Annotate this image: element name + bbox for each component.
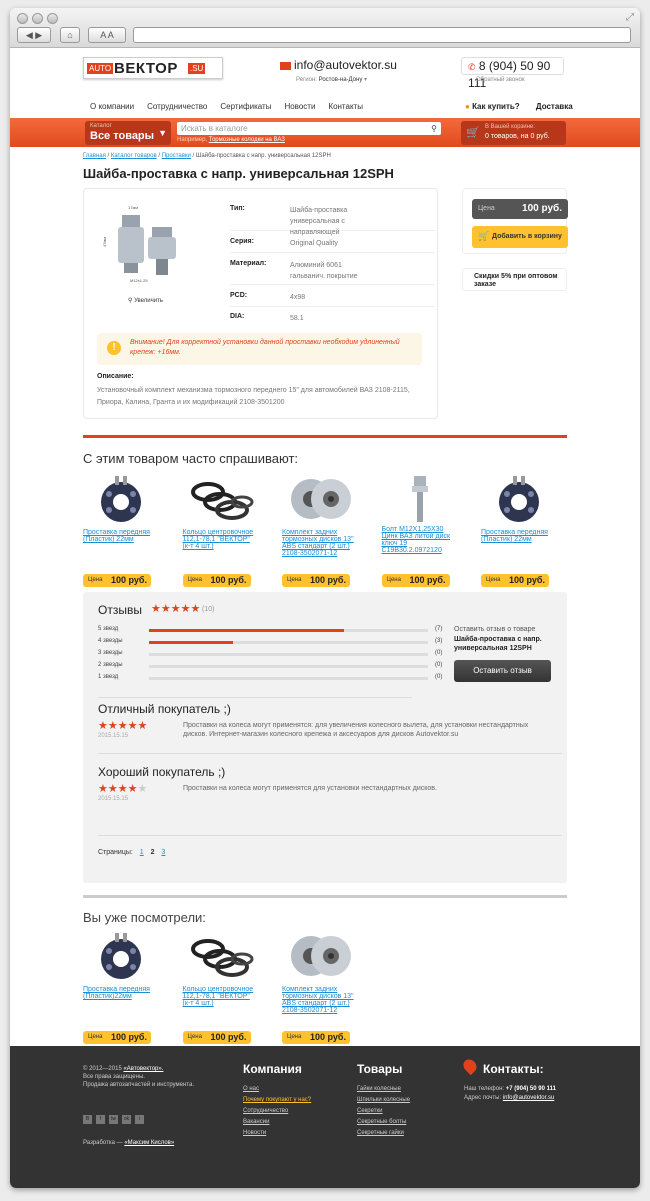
dev-link[interactable]: «Максим Кислов» (124, 1140, 175, 1146)
text-size-buttons[interactable]: A A (88, 27, 126, 43)
company-link[interactable]: Вакансии (243, 1119, 270, 1125)
site-logo[interactable] (83, 57, 223, 79)
prop-row (230, 307, 435, 327)
star-icon: ★ (170, 603, 181, 615)
cart-line1: В Вашей корзине: (485, 124, 535, 130)
star-icon: ★ (137, 783, 148, 795)
reviews-count: (10) (202, 606, 215, 613)
goods-link[interactable]: Секретные гайки (357, 1130, 404, 1136)
page-link-1[interactable]: 1 (139, 849, 144, 856)
prop-key: Серия: (230, 238, 254, 245)
related-title: С этим товаром часто спрашивают: (83, 451, 299, 466)
dim-top-label: 17мм (128, 205, 138, 210)
social-icon-4[interactable]: i (135, 1115, 144, 1124)
crumb-sep: / (192, 153, 195, 159)
review-stars (98, 782, 147, 795)
crumb-spacers[interactable]: Проставки (161, 153, 191, 159)
breadcrumb (83, 153, 331, 159)
prop-key: PCD: (230, 292, 248, 299)
goods-link[interactable]: Секретки (357, 1108, 383, 1114)
prop-value: 58.1 (290, 315, 304, 322)
rating-bar-fill (149, 641, 233, 644)
related-price-value: 100 руб. (409, 575, 446, 585)
goods-link[interactable]: Секретные болты (357, 1119, 407, 1125)
leave-review-product: Шайба-проставка с напр. универсальная 12SPH (454, 636, 542, 652)
footer-company-links (243, 1086, 311, 1141)
related-price-pill (83, 574, 151, 587)
nav-right (465, 102, 573, 111)
browser-window (10, 8, 640, 1188)
related-price-label: Цена (88, 577, 103, 583)
related-product-title[interactable]: Кольцо центровочное 112,1-78,1 "ВЕКТОР" (к-т 4 шт.) (182, 529, 254, 550)
goods-link[interactable]: Шпильки колесные (357, 1097, 411, 1103)
related-product-image[interactable] (484, 474, 554, 524)
star-icon: ★ (190, 603, 201, 615)
add-to-cart-label: Добавить в корзину (492, 233, 562, 240)
crumb-sep: / (158, 153, 161, 159)
social-icons (83, 1107, 148, 1125)
rating-bar (149, 665, 428, 668)
logo-vektor: ВЕКТОР (114, 60, 178, 77)
leave-review-text: Оставить отзыв о товаре (454, 626, 536, 633)
cart-line2: 0 товаров, на 0 руб. (485, 133, 550, 140)
rating-bar (149, 677, 428, 680)
nav-certificates[interactable]: Сертификаты (220, 102, 272, 111)
catalog-value: Все товары (90, 130, 155, 142)
divider (98, 835, 562, 836)
add-to-cart-button[interactable] (472, 226, 568, 248)
viewed-product-image[interactable] (86, 931, 156, 981)
reviews-section (83, 592, 567, 883)
browser-chrome (10, 8, 640, 48)
review-date: 2015.15.15 (98, 733, 129, 739)
wholesale-discount[interactable]: Скидки 5% при оптовом заказе (462, 268, 567, 291)
description-text: Установочный комплект механизма тормозного переднего 15" для автомобилей ВАЗ 2108-2115, Приора, Калина, Гранта и их модификаций 2108-3501200 (97, 387, 410, 406)
nav-cooperation[interactable]: Сотрудничество (147, 102, 208, 111)
prop-value: Шайба-проставка универсальная с направляющей (290, 207, 348, 236)
rating-bars (98, 626, 443, 686)
dim-bottom-label: M12x1.25 (130, 278, 148, 283)
zoom-link[interactable] (128, 297, 163, 304)
star-icon: ★ (151, 603, 161, 615)
star-icon: ★ (160, 603, 171, 615)
viewed-price-value: 100 руб. (210, 1032, 247, 1042)
crumb-current: Шайба-проставка с напр. универсальная 12SPH (195, 153, 331, 159)
divider (98, 697, 412, 698)
pagination (98, 849, 165, 856)
search-hint (177, 137, 285, 143)
viewed-price-value: 100 руб. (310, 1032, 346, 1042)
company-link[interactable]: Почему покупают у нас? (243, 1097, 312, 1103)
zoom-window-button[interactable] (47, 13, 58, 24)
gray-divider (83, 895, 567, 898)
viewed-price-pill (83, 1031, 151, 1044)
logo-auto: AUTO (89, 64, 112, 73)
orange-divider (83, 435, 567, 438)
dev-label: Разработка — (83, 1140, 123, 1146)
phone-icon: ✆ (468, 62, 476, 72)
related-product-title[interactable]: Проставка передняя (Пластик) 22мм (481, 529, 548, 543)
fullscreen-icon[interactable]: ⤢ (626, 12, 634, 23)
company-link[interactable]: О нас (243, 1086, 259, 1092)
star-icon: ★ (127, 783, 138, 795)
divider (98, 753, 562, 754)
question-icon: ● (465, 102, 470, 111)
zoom-label: Увеличить (134, 298, 164, 304)
warning-box (97, 333, 422, 365)
site-footer (10, 1046, 640, 1188)
rating-row-label: 5 звезд (98, 626, 119, 632)
crumb-home[interactable]: Главная (83, 153, 106, 159)
review-text: Проставки на колеса могут применятся: для увеличения колесного вылета, для установки нестандартных дисков. Интернет-магазин колесного крепежа и аксесуаров для дисков Autovektor.su (183, 722, 529, 738)
minimize-window-button[interactable] (32, 13, 43, 24)
developer (83, 1140, 174, 1146)
price-value: 100 руб. (522, 203, 562, 214)
viewed-product-title[interactable]: Проставка передняя (Пластик)22мм (83, 986, 150, 1000)
related-price-label: Цена (187, 577, 202, 583)
rating-row-count: (7) (435, 626, 443, 632)
related-price-value: 100 руб. (111, 575, 147, 585)
rating-stars (151, 602, 200, 615)
address-bar[interactable] (133, 27, 631, 43)
search-icon[interactable]: ⚲ (431, 124, 437, 133)
related-product-title[interactable]: Проставка передняя (Пластик) 22мм (83, 529, 150, 543)
rating-bar (149, 629, 428, 632)
sales: Продажа автозапчастей и инструмента. (83, 1082, 194, 1088)
search-input[interactable] (177, 122, 441, 135)
related-product-image[interactable] (385, 474, 455, 524)
review-author: Отличный покупатель ;) (98, 702, 231, 716)
related-price-pill (282, 574, 350, 587)
back-forward-buttons[interactable]: ◀ ▶ (17, 27, 51, 43)
related-price-value: 100 руб. (509, 575, 545, 585)
rights: Все права защищены. (83, 1074, 145, 1080)
crumb-catalog[interactable]: Каталог товаров (110, 153, 157, 159)
review-text: Проставки на колеса могут применятся для установки нестандартных дисков. (183, 785, 437, 792)
star-icon: ★ (107, 720, 118, 732)
footer-email (464, 1095, 554, 1101)
social-icon-3[interactable]: ok (123, 1116, 130, 1122)
warning-text: Внимание! Для корректной установки данной проставки необходим удлиненный крепеж: +16мм. (130, 339, 400, 356)
viewed-product-title[interactable]: Кольцо центровочное 112,1-78,1 "ВЕКТОР" (к-т 4 шт.) (182, 986, 254, 1007)
warning-icon: ! (107, 341, 121, 355)
company-link[interactable]: Новости (243, 1130, 267, 1136)
leave-review-button[interactable]: Оставить отзыв (454, 660, 551, 682)
email-label: Адрес почты: (464, 1095, 502, 1101)
footer-goods-title: Товары (357, 1062, 403, 1076)
company-link[interactable]: Сотрудничество (243, 1108, 289, 1114)
header-email[interactable] (280, 58, 397, 72)
rating-row-count: (0) (435, 662, 443, 668)
region-value: Ростов-на-Дону (318, 77, 363, 83)
nav-contacts[interactable]: Контакты (328, 102, 363, 111)
rating-row-count: (0) (435, 650, 443, 656)
related-product-image[interactable] (86, 474, 156, 524)
rating-row-label: 2 звезды (98, 662, 123, 668)
star-icon: ★ (117, 720, 128, 732)
footer-phone (464, 1086, 556, 1092)
social-icon-0[interactable]: В (83, 1115, 92, 1124)
related-product-image[interactable] (285, 474, 355, 524)
rating-row-count: (0) (435, 674, 443, 680)
star-icon: ★ (127, 720, 138, 732)
related-price-pill (183, 574, 251, 587)
related-price-label: Цена (486, 577, 501, 583)
page-current: 2 (150, 849, 155, 856)
star-icon: ★ (98, 720, 108, 732)
viewed-title: Вы уже посмотрели: (83, 910, 206, 925)
envelope-icon (280, 62, 291, 70)
star-icon: ★ (180, 603, 191, 615)
viewed-price-value: 100 руб. (111, 1032, 147, 1042)
prop-value: 4x98 (290, 294, 306, 301)
phone-text: 8 (904) 50 90 111 (468, 59, 551, 90)
nav-about[interactable]: О компании (90, 102, 135, 111)
footer-company-title: Компания (243, 1062, 302, 1076)
prop-key: Материал: (230, 260, 267, 267)
related-product-title[interactable]: Болт М12Х1,25Х30 Цинк ВАЗ литой диск ключ 19 С19В30.2.0972120 (381, 526, 451, 554)
how-to-buy-link[interactable]: Как купить? (472, 102, 520, 111)
cart-widget[interactable] (461, 121, 566, 145)
review-stars (98, 719, 147, 732)
rating-row-count: (3) (435, 638, 443, 644)
review-list (83, 702, 567, 842)
dim-side-label: 47мм (102, 237, 107, 247)
location-pin-icon (461, 1057, 479, 1075)
goods-link[interactable]: Гайки колесные (357, 1086, 401, 1092)
email-text: info@autovektor.su (294, 58, 397, 72)
page-link-3[interactable]: 3 (161, 849, 166, 856)
review-date: 2015.15.15 (98, 796, 129, 802)
rating-bar (149, 653, 428, 656)
viewed-price-pill (282, 1031, 350, 1044)
phone-label: Наш телефон: (464, 1086, 505, 1092)
price-label: Цена (478, 205, 495, 212)
viewed-price-pill (183, 1031, 251, 1044)
footer-contacts-title: Контакты: (483, 1062, 544, 1076)
nav-news[interactable]: Новости (284, 102, 316, 111)
viewed-product-image[interactable] (186, 931, 256, 981)
star-icon: ★ (137, 720, 148, 732)
description-label: Описание: (97, 373, 134, 380)
buy-box (462, 188, 567, 254)
related-price-pill (481, 574, 549, 587)
magnifier-icon: ⚲ (128, 298, 133, 304)
search-placeholder: Искать в каталоге (181, 124, 248, 133)
prop-row (230, 255, 435, 285)
star-icon: ★ (107, 783, 118, 795)
related-price-value: 100 руб. (210, 575, 247, 585)
viewed-price-label: Цена (287, 1034, 302, 1040)
brand-link[interactable]: «Автовектор». (123, 1066, 164, 1072)
delivery-link[interactable]: Доставка (535, 102, 573, 111)
related-price-label: Цена (386, 577, 401, 583)
copyright-years: © 2012—2015 (83, 1066, 122, 1072)
hint-label: Например, (177, 137, 208, 143)
product-props (230, 201, 435, 321)
prop-key: DIA: (230, 313, 245, 320)
related-product-title[interactable]: Комплект задних тормозных дисков 13" ABS стандарт (2 шт.) 2108-3502071-12 (282, 529, 354, 557)
star-icon: ★ (117, 783, 128, 795)
web-page (10, 49, 640, 1188)
region-label: Регион: (296, 77, 317, 83)
star-icon: ★ (98, 783, 108, 795)
rating-row-label: 4 звезды (98, 638, 123, 644)
social-icon-2[interactable]: tw (111, 1116, 116, 1122)
close-window-button[interactable] (17, 13, 28, 24)
cart-icon: 🛒 (466, 127, 480, 139)
review-author: Хороший покупатель ;) (98, 765, 226, 779)
viewed-products (83, 931, 383, 1046)
hint-link[interactable]: Тормозные колодки на ВАЗ (208, 137, 285, 143)
rating-row-label: 1 звезд (98, 674, 119, 680)
related-price-label: Цена (287, 577, 302, 583)
catalog-label: Каталог (90, 123, 112, 129)
logo-su: .SU (190, 64, 204, 73)
viewed-product-image[interactable] (285, 931, 355, 981)
viewed-product-title[interactable]: Комплект задних тормозных дисков 13" ABS стандарт (2 шт.) 2108-3502071-12 (282, 986, 354, 1014)
price-bar (472, 199, 568, 219)
cart-icon: 🛒 (478, 231, 490, 241)
related-product-image[interactable] (186, 474, 256, 524)
rating-row-label: 3 звезды (98, 650, 123, 656)
footer-goods-links (357, 1086, 410, 1141)
email-link[interactable]: info@autovektor.su (502, 1095, 555, 1101)
phone-number[interactable]: +7 (904) 50 90 111 (505, 1086, 556, 1092)
page-title: Шайба-проставка с напр. универсальная 12SPH (83, 166, 394, 181)
pages-label: Страницы: (98, 849, 133, 856)
prop-key: Тип: (230, 205, 245, 212)
region-selector[interactable] (296, 76, 367, 83)
catalog-select[interactable] (85, 121, 171, 145)
related-price-pill (382, 574, 450, 587)
viewed-price-label: Цена (187, 1034, 202, 1040)
product-image[interactable] (100, 201, 190, 286)
prop-row (230, 201, 435, 236)
social-icon-1[interactable]: f (96, 1115, 105, 1124)
prop-row (230, 287, 435, 307)
home-button[interactable]: ⌂ (60, 27, 80, 43)
viewed-price-label: Цена (88, 1034, 103, 1040)
chevron-down-icon: ▾ (364, 77, 368, 83)
prop-row (230, 233, 435, 253)
related-products (83, 474, 567, 589)
crumb-sep: / (107, 153, 110, 159)
prop-value: Original Quality (290, 240, 338, 247)
related-price-value: 100 руб. (310, 575, 346, 585)
reviews-title: Отзывы (98, 603, 142, 617)
chevron-down-icon: ▼ (158, 128, 167, 138)
rating-bar-fill (149, 629, 344, 632)
main-nav (90, 102, 376, 111)
prop-value: Алюминий 6061 гальванич. покрытие (290, 262, 358, 280)
callback-link[interactable]: Обратный звонок (476, 77, 525, 83)
rating-bar (149, 641, 428, 644)
copyright (83, 1065, 194, 1089)
